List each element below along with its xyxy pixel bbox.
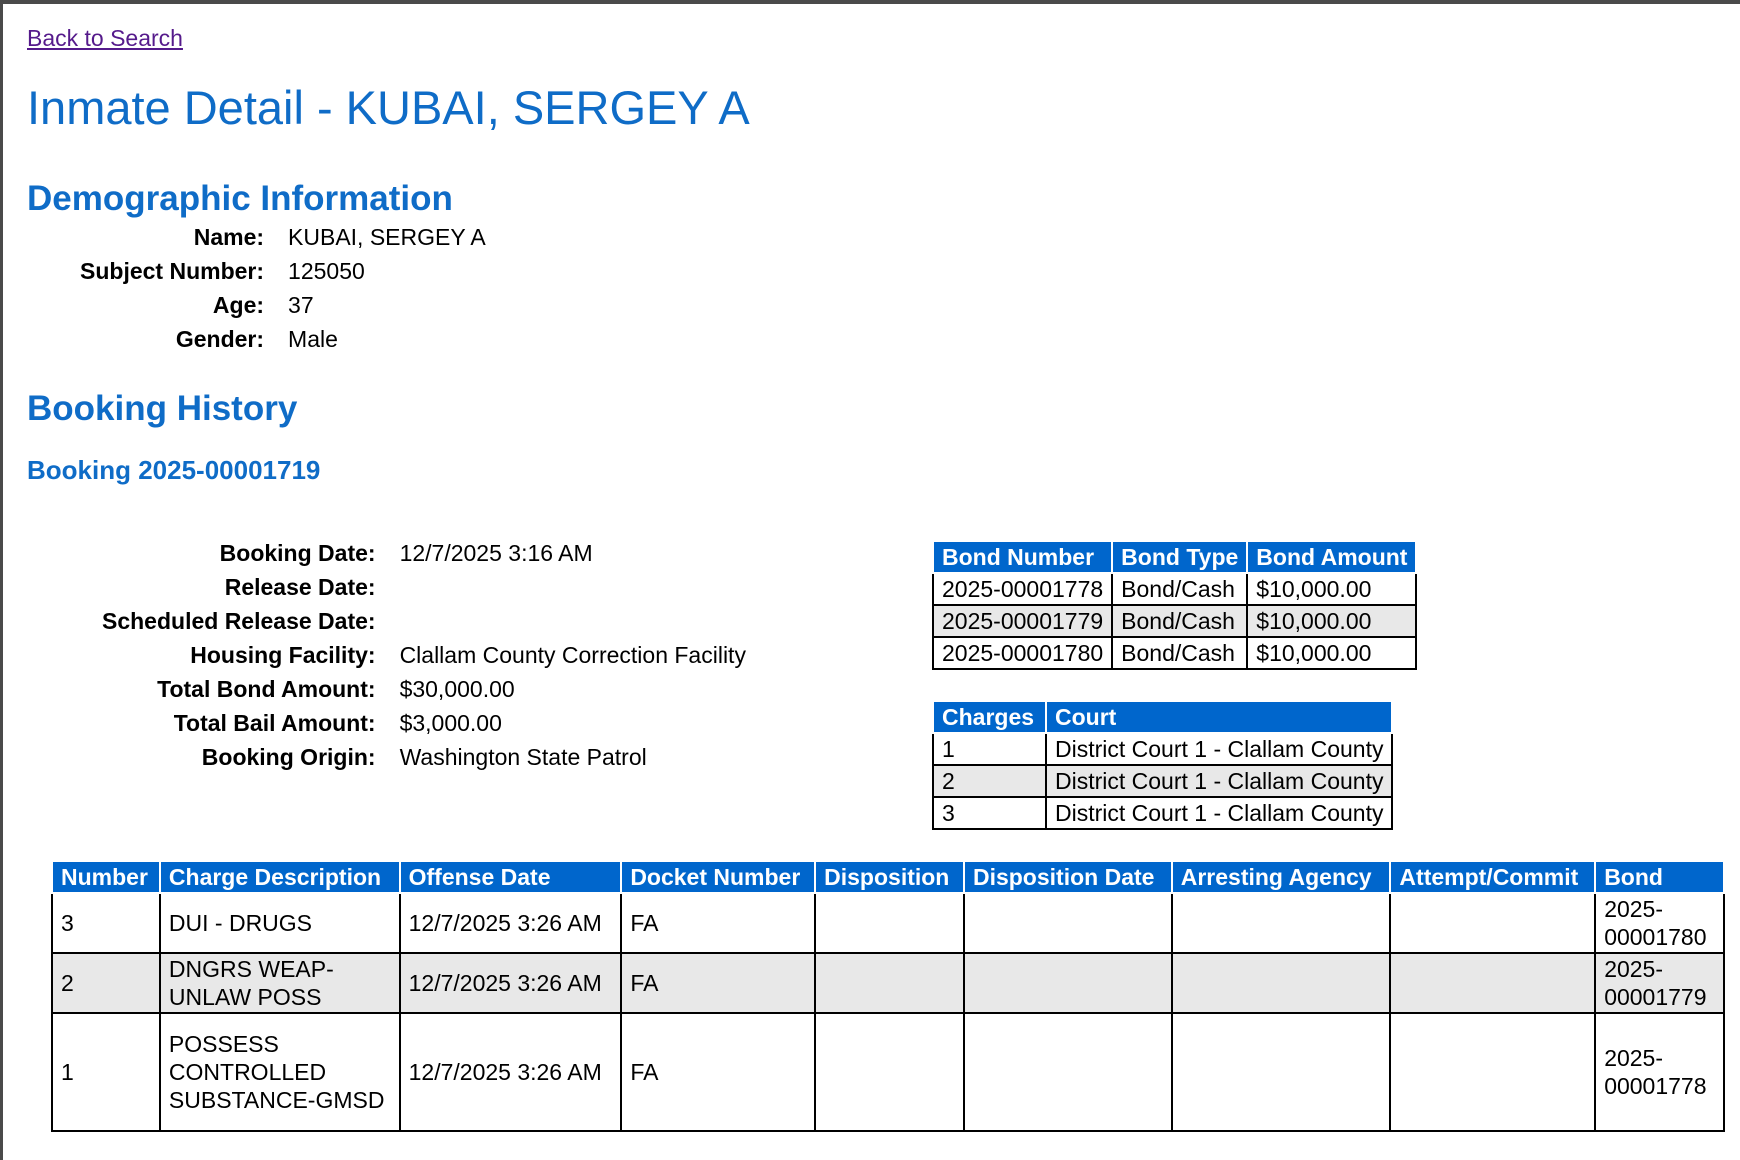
arresting-agency-cell [1172, 1013, 1391, 1131]
column-header: Offense Date [400, 861, 622, 893]
attempt-commit-cell [1390, 953, 1595, 1013]
table-row [933, 605, 1416, 637]
bond-type-cell: Bond/Cash [1112, 605, 1247, 637]
field-label: Booking Date: [219, 540, 376, 566]
field-label: Housing Facility: [190, 642, 376, 668]
demographic-row [68, 220, 498, 254]
offense-date-cell: 12/7/2025 3:26 AM [400, 893, 622, 953]
court-cell: District Court 1 - Clallam County [1046, 797, 1392, 829]
arresting-agency-cell [1172, 953, 1391, 1013]
bond-number-cell: 2025-00001778 [933, 573, 1112, 605]
docket-number-cell: FA [621, 1013, 815, 1131]
booking-row [90, 536, 758, 570]
table-row [52, 953, 1724, 1013]
table-row [933, 573, 1416, 605]
column-header: Charges [933, 701, 1046, 733]
demographic-heading: Demographic Information [27, 179, 453, 218]
charge-number-cell: 1 [52, 1013, 160, 1131]
booking-history-heading: Booking History [27, 389, 298, 428]
table-header-row [933, 541, 1416, 573]
charge-description-cell: DNGRS WEAP-UNLAW POSS [160, 953, 400, 1013]
field-value: Male [288, 326, 338, 352]
field-value: 125050 [288, 258, 365, 284]
field-label: Booking Origin: [201, 744, 376, 770]
disposition-date-cell [964, 893, 1172, 953]
bond-cell: 2025-00001779 [1595, 953, 1724, 1013]
bond-amount-cell: $10,000.00 [1247, 573, 1416, 605]
column-header: Bond [1595, 861, 1724, 893]
booking-row [90, 638, 758, 672]
field-label: Total Bond Amount: [157, 676, 376, 702]
field-value: 37 [288, 292, 314, 318]
court-cell: District Court 1 - Clallam County [1046, 733, 1392, 765]
field-label: Name: [193, 224, 265, 250]
table-row [933, 637, 1416, 669]
column-header: Charge Description [160, 861, 400, 893]
column-header: Bond Type [1112, 541, 1247, 573]
offense-date-cell: 12/7/2025 3:26 AM [400, 953, 622, 1013]
table-row [52, 1013, 1724, 1131]
table-row [933, 765, 1392, 797]
window-left-border [0, 0, 3, 1160]
charge-number-cell: 1 [933, 733, 1046, 765]
charges-table [51, 860, 1725, 1132]
bonds-table [932, 540, 1417, 670]
field-label: Age: [212, 292, 265, 318]
demographic-table [68, 220, 498, 356]
table-row [52, 893, 1724, 953]
docket-number-cell: FA [621, 893, 815, 953]
field-label: Subject Number: [80, 258, 265, 284]
demographic-row [68, 322, 498, 356]
column-header: Arresting Agency [1172, 861, 1391, 893]
window-top-border [0, 0, 1740, 4]
disposition-cell [815, 1013, 964, 1131]
bond-amount-cell: $10,000.00 [1247, 605, 1416, 637]
charge-number-cell: 3 [52, 893, 160, 953]
column-header: Disposition [815, 861, 964, 893]
charge-number-cell: 2 [933, 765, 1046, 797]
offense-date-cell: 12/7/2025 3:26 AM [400, 1013, 622, 1131]
bond-number-cell: 2025-00001780 [933, 637, 1112, 669]
field-value [388, 604, 758, 638]
attempt-commit-cell [1390, 893, 1595, 953]
booking-info-table [90, 536, 758, 774]
field-value: Washington State Patrol [399, 744, 647, 770]
bond-amount-cell: $10,000.00 [1247, 637, 1416, 669]
field-value: 12/7/2025 3:16 AM [399, 540, 593, 566]
field-label: Release Date: [224, 574, 376, 600]
disposition-cell [815, 893, 964, 953]
court-cell: District Court 1 - Clallam County [1046, 765, 1392, 797]
field-label: Total Bail Amount: [173, 710, 376, 736]
back-to-search-link[interactable]: Back to Search [27, 25, 183, 51]
column-header: Docket Number [621, 861, 815, 893]
courts-table [932, 700, 1393, 830]
bond-cell: 2025-00001778 [1595, 1013, 1724, 1131]
demographic-row [68, 254, 498, 288]
docket-number-cell: FA [621, 953, 815, 1013]
field-value: $30,000.00 [399, 676, 515, 702]
booking-row [90, 570, 758, 604]
bond-cell: 2025-00001780 [1595, 893, 1724, 953]
table-header-row [52, 861, 1724, 893]
charge-number-cell: 2 [52, 953, 160, 1013]
table-row [933, 733, 1392, 765]
disposition-date-cell [964, 1013, 1172, 1131]
bond-type-cell: Bond/Cash [1112, 637, 1247, 669]
column-header: Number [52, 861, 160, 893]
field-value [388, 570, 758, 604]
field-value: KUBAI, SERGEY A [288, 224, 486, 250]
booking-heading: Booking 2025-00001719 [27, 455, 321, 485]
booking-row [90, 706, 758, 740]
bond-type-cell: Bond/Cash [1112, 573, 1247, 605]
disposition-cell [815, 953, 964, 1013]
field-value: $3,000.00 [399, 710, 502, 736]
page-title: Inmate Detail - KUBAI, SERGEY A [27, 81, 750, 134]
charge-number-cell: 3 [933, 797, 1046, 829]
booking-row [90, 672, 758, 706]
charge-description-cell: DUI - DRUGS [160, 893, 400, 953]
column-header: Court [1046, 701, 1392, 733]
attempt-commit-cell [1390, 1013, 1595, 1131]
demographic-row [68, 288, 498, 322]
booking-row [90, 740, 758, 774]
charge-description-cell: POSSESS CONTROLLED SUBSTANCE-GMSD [160, 1013, 400, 1131]
column-header: Bond Number [933, 541, 1112, 573]
table-row [933, 797, 1392, 829]
field-label: Gender: [175, 326, 265, 352]
column-header: Attempt/Commit [1390, 861, 1595, 893]
bond-number-cell: 2025-00001779 [933, 605, 1112, 637]
field-value: Clallam County Correction Facility [399, 642, 746, 668]
field-label: Scheduled Release Date: [102, 608, 376, 634]
column-header: Bond Amount [1247, 541, 1416, 573]
table-header-row [933, 701, 1392, 733]
column-header: Disposition Date [964, 861, 1172, 893]
arresting-agency-cell [1172, 893, 1391, 953]
disposition-date-cell [964, 953, 1172, 1013]
booking-row [90, 604, 758, 638]
